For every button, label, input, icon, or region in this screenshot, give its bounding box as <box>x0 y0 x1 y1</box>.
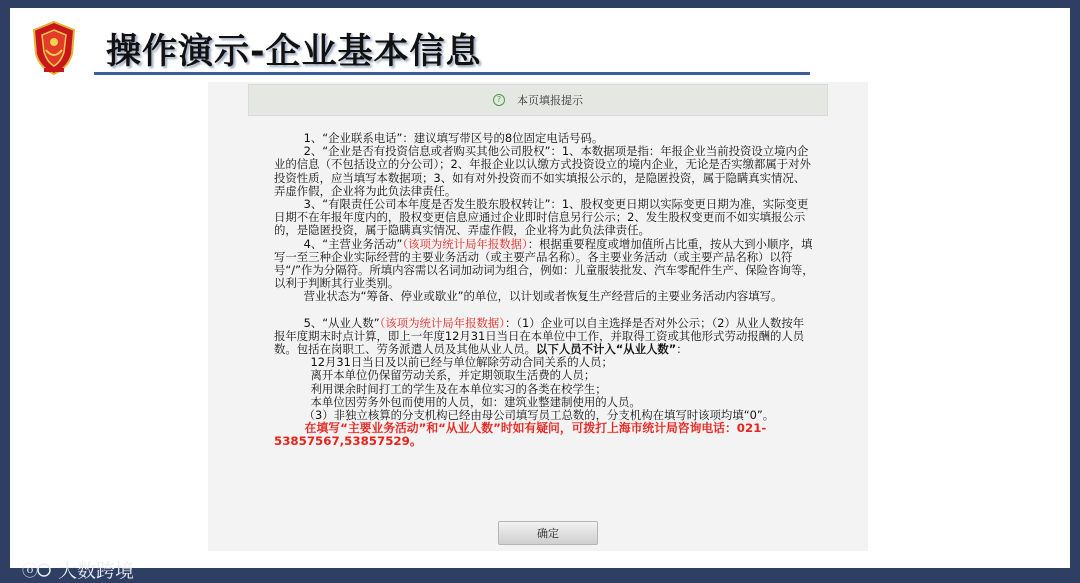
watermark <box>22 556 134 583</box>
tip-paragraph-3: 3、“有限责任公司本年度是否发生股东股权转让”：1、股权变更日期以实际变更日期为准，实际变更日期不在年报年度内的，股权变更信息应通过企业即时信息另行公示；2、发生股权变更而不如实填报公示的，是隐匿投资，属于隐瞒真实情况、弄虚作假，企业将为此负法律责任。 <box>274 197 809 238</box>
tip-5-list-item-4: 本单位因劳务外包而使用的人员，如：建筑业整建制使用的人员。 <box>310 394 641 409</box>
help-icon: ? <box>493 94 505 106</box>
tip-5-item-3: （3）非独立核算的分支机构已经由母公司填写员工总数的，分支机构在填写时该项均填“0”。 <box>303 408 775 423</box>
procuratorate-emblem-icon <box>30 20 78 76</box>
tip-paragraph-2: 2、“企业是否有投资信息或者购买其他公司股权”：1、本数据项是指：年报企业当前投资设立境内企业的信息（不包括设立的分公司）；2、年报企业以认缴方式投资设立的境内企业，无论是否实缴都属于对外投资性质，应当填写本数据项；3、如有对外投资而不如实填报公示的，是隐匿投资，属于隐瞒真实情况、弄虚作假，企业将为此负法律责任。 <box>274 144 811 198</box>
svg-text:ⓞ: ⓞ <box>22 560 39 580</box>
dialog-header <box>248 84 828 116</box>
tip-5-colon: ： <box>676 342 688 357</box>
tip-4-prefix: 4、“主营业务活动” <box>303 236 403 251</box>
watermark-logo-icon <box>22 558 52 582</box>
consultation-phone-note: 在填写“主要业务活动”和“从业人数”时如有疑问，可拨打上海市统计局咨询电话：021-53857567,53857529。 <box>274 421 767 449</box>
slide <box>10 8 1070 582</box>
slide-title: 操作演示-企业基本信息 <box>106 32 482 72</box>
tip-paragraph-4 <box>274 238 814 291</box>
tip-5-list-item-2: 离开本单位仍保留劳动关系，并定期领取生活费的人员； <box>310 368 596 383</box>
dialog-content <box>274 132 814 449</box>
tip-5-list-item-3: 利用课余时间打工的学生及在本单位实习的各类在校学生； <box>310 381 607 396</box>
tip-paragraph-5 <box>274 317 814 357</box>
confirm-button[interactable]: 确定 <box>498 521 598 545</box>
tip-5-list-item-1: 12月31日当日及以前已经与单位解除劳动合同关系的人员； <box>310 355 613 370</box>
tip-5-body: ：（1）企业可以自主选择是否对外公示；（2）从业人数按年报年度期末时点计算，即上一年度12月31日当日在本单位中工作，并取得工资或其他形式劳动报酬的人员数。包括在岗职工、劳务派遣人员及其他从业人员。 <box>274 315 805 357</box>
dialog-header-title: 本页填报提示 <box>517 94 583 107</box>
tip-5-bold-note: 以下人员不计入“从业人数” <box>536 342 677 357</box>
tip-paragraph-4-note: 营业状态为“筹备、停业或歇业”的单位，以计划或者恢复生产经营后的主要业务活动内容填写。 <box>303 289 783 304</box>
tip-5-red-note: （该项为统计局年报数据） <box>379 315 505 330</box>
tip-5-prefix: 5、“从业人数” <box>303 315 380 330</box>
watermark-text: 大数跨境 <box>58 560 135 582</box>
tip-4-red-note: （该项为统计局年报数据） <box>402 236 528 251</box>
tip-paragraph-1: 1、“企业联系电话”：建议填写带区号的8位固定电话号码。 <box>303 131 604 145</box>
tip-4-body: ：根据重要程度或增加值所占比重，按从大到小顺序，填写一至三种企业实际经营的主要业务活动（或主要产品名称）。各主要业务活动（或主要产品名称）以符号“/”作为分隔符。所填内容需以名词加动词为组合，例如：儿童服装批发、汽车零配件生产、保险咨询等，以利于判断其行业类别。 <box>274 236 814 291</box>
title-underline <box>94 72 810 75</box>
fill-tips-dialog <box>208 82 868 551</box>
